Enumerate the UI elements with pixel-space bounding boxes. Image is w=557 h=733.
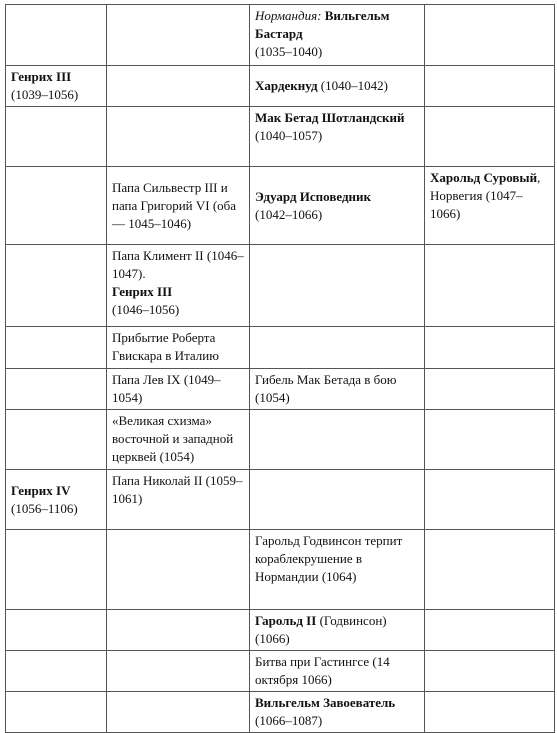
cell — [425, 692, 555, 733]
cell — [425, 5, 555, 66]
cell — [107, 651, 250, 692]
cell — [6, 245, 107, 327]
cell — [6, 5, 107, 66]
cell: Нормандия: Вильгельм Бастард (1035–1040) — [250, 5, 425, 66]
cell — [107, 5, 250, 66]
cell: Папа Сильвестр III и папа Григорий VI (оба — 1045–1046) — [107, 167, 250, 245]
cell — [107, 610, 250, 651]
table-row — [6, 530, 555, 610]
cell: Генрих IV (1056–1106) — [6, 470, 107, 530]
cell: Генрих III (1039–1056) — [6, 66, 107, 107]
cell — [6, 327, 107, 369]
cell: Гибель Мак Бетада в бою (1054) — [250, 369, 425, 410]
cell — [6, 410, 107, 470]
cell — [107, 66, 250, 107]
cell: Папа Лев IX (1049–1054) — [107, 369, 250, 410]
cell — [425, 245, 555, 327]
table-row — [6, 167, 555, 245]
cell — [425, 610, 555, 651]
cell — [425, 410, 555, 470]
cell — [425, 651, 555, 692]
cell: Папа Климент II (1046–1047). Генрих III (1046–1056) — [107, 245, 250, 327]
cell: Прибытие Роберта Гвискара в Италию — [107, 327, 250, 369]
cell — [250, 470, 425, 530]
cell — [425, 107, 555, 167]
table-row — [6, 692, 555, 733]
cell — [425, 66, 555, 107]
table-row — [6, 5, 555, 66]
cell — [6, 530, 107, 610]
table-row — [6, 410, 555, 470]
cell — [425, 369, 555, 410]
cell — [6, 107, 107, 167]
table-row — [6, 245, 555, 327]
cell: Харольд Суровый, Норвегия (1047–1066) — [425, 167, 555, 245]
cell: «Великая схизма» восточной и западной церквей (1054) — [107, 410, 250, 470]
table-row — [6, 107, 555, 167]
table-row — [6, 610, 555, 651]
table-row — [6, 369, 555, 410]
cell — [250, 327, 425, 369]
table-row — [6, 66, 555, 107]
cell — [250, 410, 425, 470]
cell — [6, 167, 107, 245]
cell — [250, 245, 425, 327]
cell — [425, 530, 555, 610]
cell: Папа Николай II (1059–1061) — [107, 470, 250, 530]
cell — [107, 692, 250, 733]
table-row — [6, 651, 555, 692]
table-row — [6, 327, 555, 369]
cell: Гарольд II (Годвинсон) (1066) — [250, 610, 425, 651]
cell — [425, 327, 555, 369]
chronology-table — [5, 4, 555, 733]
cell — [6, 692, 107, 733]
cell — [425, 470, 555, 530]
cell: Вильгельм Завоеватель (1066–1087) — [250, 692, 425, 733]
cell: Гарольд Годвинсон терпит кораблекрушение в Нормандии (1064) — [250, 530, 425, 610]
cell — [6, 651, 107, 692]
cell — [107, 107, 250, 167]
cell: Эдуард Исповедник (1042–1066) — [250, 167, 425, 245]
cell: Хардекнуд (1040–1042) — [250, 66, 425, 107]
cell — [107, 530, 250, 610]
cell — [6, 369, 107, 410]
cell: Мак Бетад Шотландский (1040–1057) — [250, 107, 425, 167]
table-row — [6, 470, 555, 530]
cell — [6, 610, 107, 651]
cell: Битва при Гастингсе (14 октября 1066) — [250, 651, 425, 692]
